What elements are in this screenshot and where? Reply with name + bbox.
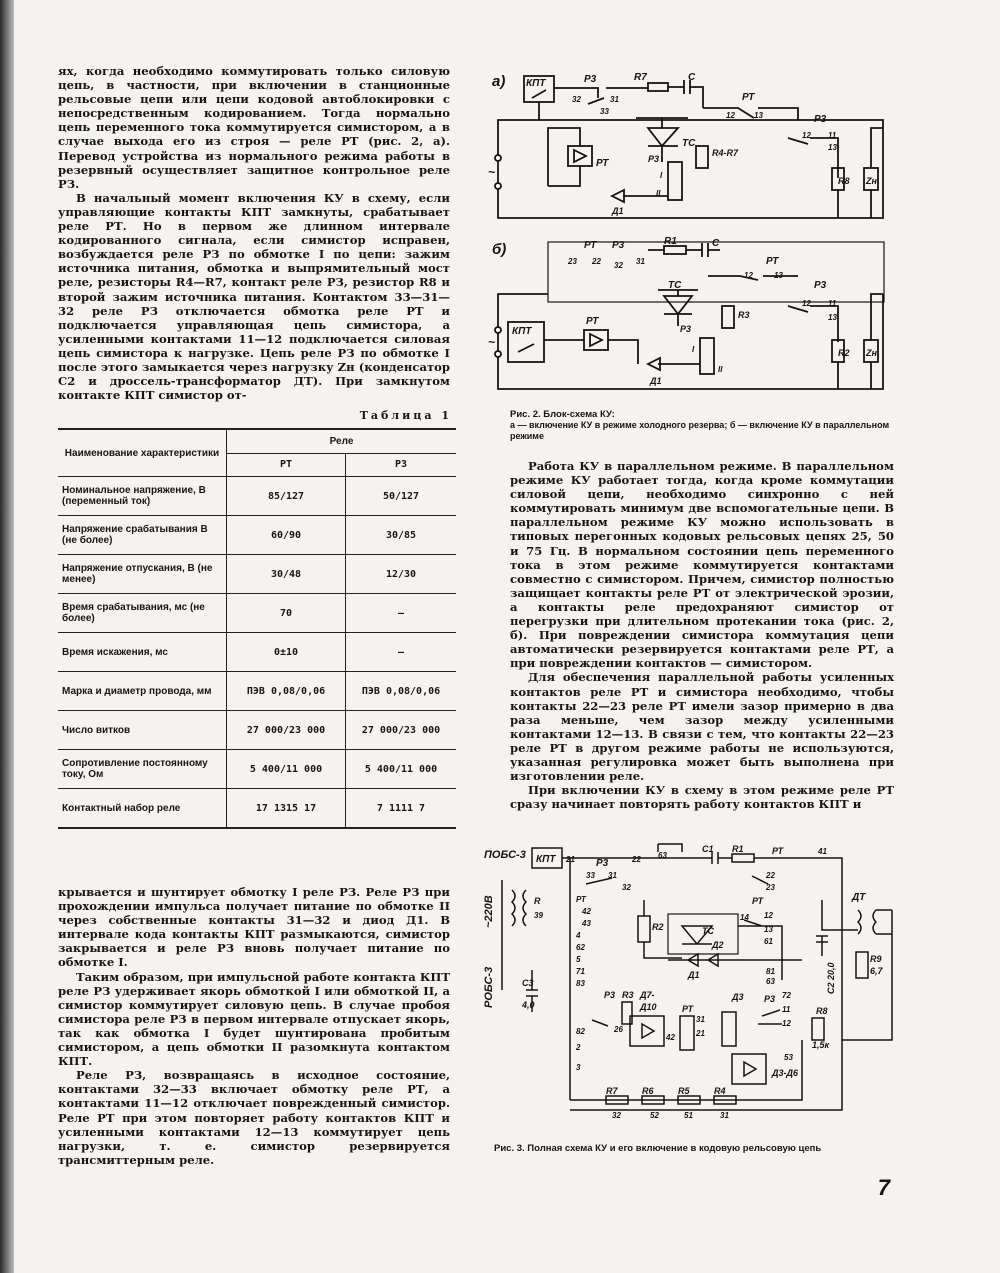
label: 63 xyxy=(766,977,775,986)
label: 2 xyxy=(576,1043,581,1052)
table-header-rt: РТ xyxy=(227,453,346,476)
row-rz: 5 400/11 000 xyxy=(346,750,457,789)
label: 81 xyxy=(766,967,775,976)
label: С2 20,0 xyxy=(826,962,836,994)
label: РТ xyxy=(752,896,764,906)
label: R9 xyxy=(870,954,882,964)
label: R4-R7 xyxy=(712,148,739,158)
figure-2-caption-text: а — включение КУ в режиме холодного резерва; б — включение КУ в параллельном режиме xyxy=(510,420,890,441)
label: 11 xyxy=(828,131,837,140)
table-row xyxy=(58,711,456,750)
transformer-dt-icon xyxy=(858,910,892,934)
label: R5 xyxy=(678,1086,690,1096)
label: 22 xyxy=(592,257,601,266)
label: 11 xyxy=(828,299,837,308)
row-rt: 27 000/23 000 xyxy=(227,711,346,750)
rectifier-bridge-icon xyxy=(732,1054,766,1084)
capacitor-icon xyxy=(668,80,703,108)
label: ~220В xyxy=(483,895,495,928)
label: С xyxy=(688,72,696,83)
label: II xyxy=(718,365,723,374)
resistor-r8 xyxy=(812,1018,824,1040)
label: Р3 xyxy=(814,114,827,125)
label: 13 xyxy=(774,271,783,280)
label: R2 xyxy=(838,348,850,358)
label: 43 xyxy=(582,919,591,928)
label: 52 xyxy=(650,1111,659,1120)
label: С xyxy=(712,238,720,249)
label: Р3 xyxy=(612,240,625,251)
label: 31 xyxy=(696,1015,705,1024)
label: R3 xyxy=(738,310,750,320)
paragraph: В начальный момент включения КУ в схему, если управляющие контакты КПТ замкнуты, срабатывает реле РТ. Но в первом же длинном интервале кодированного сигнала, если симистор исправен, возбуждается реле РЗ по обмотке I по цепи: зажим источника питания, обмотка и выпрямительный мост реле, резисторы R4—R7, контакт реле РЗ, резистор R8 и второй зажим источника питания. Контактом 33—31—32 реле РЗ отключается обмотка реле РТ и подключается управляющая цепь симистора, а усиленными контактами 11—12 подключается силовая цепь симистора к нагрузке. Цепь реле РЗ по обмотке I после этого замыкается через нагрузку Zн (конденсатор С2 и дроссель-трансформатор ДТ). При замкнутом контакте КПТ симистор от- xyxy=(58,190,450,403)
table-header-rz: РЗ xyxy=(346,453,457,476)
row-rz: 7 1111 7 xyxy=(346,789,457,829)
row-rz: 12/30 xyxy=(346,555,457,594)
switch-icon xyxy=(758,1010,782,1024)
relay-p3-coil xyxy=(668,162,682,200)
label: С1 xyxy=(702,844,714,854)
row-name: Напряжение срабатывания В (не более) xyxy=(58,516,227,555)
row-rz: — xyxy=(346,633,457,672)
table-row xyxy=(58,594,456,633)
resistor-r1 xyxy=(664,246,686,254)
label: 41 xyxy=(818,847,827,856)
label: R1 xyxy=(664,236,677,247)
label: Р3 xyxy=(596,858,609,869)
label: 33 xyxy=(600,107,609,116)
label: 32 xyxy=(614,261,623,270)
label: 33 xyxy=(586,871,595,880)
paragraph xyxy=(510,459,894,670)
row-name: Время срабатывания, мс (не более) xyxy=(58,594,227,633)
label: РТ xyxy=(772,846,784,856)
paragraph: Реле РЗ, возвращаясь в исходное состояние, контактами 32—33 включает обмотку реле РТ, а контактами 11—12 отключает поврежденный симистор. Реле РТ при этом повторяет работу контактов КПТ и усиленными контактами 12—13 коммутирует цепь нагрузки, т. е. симистор резервируется трансмиттерным реле. xyxy=(58,1068,450,1167)
label: 13 xyxy=(828,143,837,152)
label: 13 xyxy=(828,313,837,322)
switch-icon xyxy=(518,344,534,352)
label: ТС xyxy=(668,280,682,291)
rectifier-bridge-icon xyxy=(568,146,592,166)
label: Р3 xyxy=(604,990,616,1000)
capacitor-c2-icon xyxy=(816,900,858,956)
label: 53 xyxy=(784,1053,793,1062)
row-rt: ПЭВ 0,08/0,06 xyxy=(227,672,346,711)
label: 21 xyxy=(566,855,575,864)
label: Д10 xyxy=(640,1002,657,1012)
label: 6,7 xyxy=(870,966,883,976)
triac-icon xyxy=(636,118,688,162)
label: РТ xyxy=(576,895,586,904)
terminal-icon xyxy=(495,183,501,189)
fig2a-p3: Р3 xyxy=(584,74,597,85)
svg-text:~: ~ xyxy=(488,165,496,179)
label: 13 xyxy=(754,111,763,120)
table-row xyxy=(58,672,456,711)
paragraph: ях, когда необходимо коммутировать только силовую цепь, в частности, при включении в станционные рельсовые цепи или цепи кодовой автоблокировки с непосредственным кодированием. Тогда нормально цепь переменного тока коммутируется симистором, а в случае выхода его из строя — реле РТ (рис. 2, а). Перевод устройства из нормального режима работы в резервный осуществляет защитное контрольное реле РЗ. xyxy=(58,64,450,191)
row-name: Сопротивление постоянному току, Ом xyxy=(58,750,227,789)
row-rt: 85/127 xyxy=(227,477,346,516)
label: 13 xyxy=(764,925,773,934)
label: 23 xyxy=(568,257,577,266)
row-rt: 60/90 xyxy=(227,516,346,555)
left-column-text-top xyxy=(58,64,450,402)
label: ПОБС-3 xyxy=(484,849,526,861)
row-rz: ПЭВ 0,08/0,06 xyxy=(346,672,457,711)
label: РОБС-3 xyxy=(483,966,495,1008)
label: 31 xyxy=(720,1111,729,1120)
fig2b-label: б) xyxy=(492,241,507,258)
label: 62 xyxy=(576,943,585,952)
row-rt: 70 xyxy=(227,594,346,633)
figure-3-full-schematic xyxy=(482,840,900,1140)
label: 4,0 xyxy=(522,1000,535,1010)
label: РТ xyxy=(584,240,597,251)
label: КПТ xyxy=(536,854,556,865)
row-name: Напряжение отпускания, В (не менее) xyxy=(58,555,227,594)
label: 23 xyxy=(766,883,775,892)
page-binding-shadow xyxy=(0,0,14,1273)
terminal-icon xyxy=(495,155,501,161)
figure-2b-block-diagram xyxy=(488,234,896,399)
left-column-text-bottom xyxy=(58,885,450,1167)
relay-p3-coil xyxy=(722,1012,736,1046)
fig2a-frame xyxy=(498,120,883,218)
terminal-icon xyxy=(495,351,501,357)
transformer-icon xyxy=(502,880,526,990)
label: 31 xyxy=(610,95,619,104)
label: R8 xyxy=(816,1006,828,1016)
table-caption: Таблица 1 xyxy=(359,409,452,422)
row-name: Марка и диаметр провода, мм xyxy=(58,672,227,711)
figure-2-caption xyxy=(510,409,898,442)
label: 71 xyxy=(576,967,585,976)
row-rz: 30/85 xyxy=(346,516,457,555)
page-number: 7 xyxy=(877,1175,890,1200)
label: 22 xyxy=(766,871,775,880)
row-name: Время искажения, мс xyxy=(58,633,227,672)
label: 72 xyxy=(782,991,791,1000)
label: РТ xyxy=(766,256,779,267)
row-rt: 0±10 xyxy=(227,633,346,672)
label: 5 xyxy=(576,955,581,964)
figure-2a-block-diagram xyxy=(488,68,896,230)
paragraph: При включении КУ в схему в этом режиме реле РТ сразу начинает повторять работу контактов КПТ и xyxy=(510,783,894,812)
label: 3 xyxy=(576,1063,581,1072)
rectifier-bridge-icon xyxy=(584,330,608,350)
table-row xyxy=(58,750,456,789)
label: РТ xyxy=(586,316,599,327)
resistor-r2 xyxy=(638,916,650,942)
label: 14 xyxy=(740,913,749,922)
resistor-r1 xyxy=(732,854,754,862)
label: 31 xyxy=(608,871,617,880)
label: Д7- xyxy=(640,990,655,1000)
label: R2 xyxy=(652,922,664,932)
label: Zн xyxy=(866,348,877,358)
label: 32 xyxy=(572,95,581,104)
terminal-icon xyxy=(495,327,501,333)
table-header-name: Наименование характеристики xyxy=(58,429,227,477)
label: R1 xyxy=(732,844,744,854)
paragraph-body: В параллельном режиме КУ работает тогда, когда кроме коммутации силовой цепи, необходимо синхронно с ней коммутировать минимум две вспомогательные цепи. В параллельном режиме КУ можно использовать в типовых перегонных кодовых рельсовых цепях 25, 50 и 75 Гц. В нормальном состоянии цепь переменного тока в этом режиме коммутируется контактами совместно с симистором. Причем, симистор полностью защищает контакты реле РТ от электрической эрозии, а контакты реле предохраняют симистор от перегрузки при длительном протекании тока (рис. 2, б). При повреждении симистора коммутация цепи автоматически резервируется контактами реле РТ, а при повреждении контактов — симистором. xyxy=(510,459,894,671)
label: R3 xyxy=(622,990,634,1000)
label: Д1 xyxy=(612,206,624,216)
resistor-r3 xyxy=(722,306,734,328)
table-row xyxy=(58,477,456,516)
label: 42 xyxy=(582,907,591,916)
figure-3-caption: Рис. 3. Полная схема КУ и его включение в кодовую рельсовую цепь xyxy=(494,1143,822,1154)
triac-icon xyxy=(658,290,698,326)
label: 51 xyxy=(684,1111,693,1120)
table-row xyxy=(58,789,456,829)
label: КПТ xyxy=(512,326,532,337)
label: 12 xyxy=(726,111,735,120)
svg-text:~: ~ xyxy=(488,335,496,349)
label: РТ xyxy=(682,1004,694,1014)
label: R8 xyxy=(838,176,850,186)
label: R7 xyxy=(634,72,647,83)
label: 32 xyxy=(612,1111,621,1120)
label: R7 xyxy=(606,1086,618,1096)
label: Д3-Д6 xyxy=(772,1068,799,1078)
switch-icon xyxy=(592,1020,608,1026)
label: R4 xyxy=(714,1086,726,1096)
label: С3 xyxy=(522,978,534,988)
relay-characteristics-table xyxy=(58,428,456,829)
label: Д3 xyxy=(732,992,744,1002)
label: 83 xyxy=(576,979,585,988)
label: ТС xyxy=(702,926,714,936)
fig2a-label: а) xyxy=(492,73,506,90)
label: 21 xyxy=(696,1029,705,1038)
table-row xyxy=(58,555,456,594)
resistor-r9 xyxy=(856,952,868,978)
label: 61 xyxy=(764,937,773,946)
label: 4 xyxy=(576,931,581,940)
label: Zн xyxy=(866,176,877,186)
relay-p3-coil xyxy=(700,338,714,374)
label: 32 xyxy=(622,883,631,892)
label: 82 xyxy=(576,1027,585,1036)
label: Р3 xyxy=(764,994,776,1004)
row-rt: 30/48 xyxy=(227,555,346,594)
label: Д1 xyxy=(650,376,662,386)
paragraph: Таким образом, при импульсной работе контакта КПТ реле РЗ удерживает якорь обмоткой I или обмоткой II, а симистор коммутирует силовую цепь. В случае пробоя симистора реле РЗ в первом интервале отпускает якорь, так как обмотка I будет шунтирована пробитым симистором, а цепь обмотки II разомкнута контактом КПТ. xyxy=(58,969,450,1069)
table-header-relay: Реле xyxy=(227,429,457,453)
right-column-text xyxy=(510,459,894,811)
rectifier-bridge-icon xyxy=(630,1016,664,1046)
diode-d1-icon xyxy=(648,358,700,370)
label: II xyxy=(656,189,661,198)
label: I xyxy=(692,345,695,354)
label: 1,5к xyxy=(812,1040,830,1050)
row-rz: 50/127 xyxy=(346,477,457,516)
row-name: Контактный набор реле xyxy=(58,789,227,829)
row-rt: 17 1315 17 xyxy=(227,789,346,829)
label: Р3 xyxy=(814,280,827,291)
label: РТ xyxy=(596,158,609,169)
fig2a-kpt: КПТ xyxy=(526,78,546,89)
label: 12 xyxy=(764,911,773,920)
label: Р3 xyxy=(648,154,660,164)
label: 12 xyxy=(802,299,811,308)
paragraph: крывается и шунтирует обмотку I реле РЗ. Реле РЗ при прохождении импульса получает питание по обмотке II через собственные контакты 31—32 и диод Д1. В интервале кода контакты КПТ размыкаются, симистор закрывается и реле РЗ вновь получает питание по обмотке I. xyxy=(58,885,450,970)
label: 39 xyxy=(534,911,543,920)
label: Р3 xyxy=(680,324,692,334)
section-heading: Работа КУ в параллельном режиме. xyxy=(528,459,777,473)
label: Д1 xyxy=(688,970,700,980)
label: Д2 xyxy=(712,940,724,950)
row-rz: 27 000/23 000 xyxy=(346,711,457,750)
label: 42 xyxy=(666,1033,675,1042)
label: 63 xyxy=(658,851,667,860)
row-rt: 5 400/11 000 xyxy=(227,750,346,789)
table-row xyxy=(58,516,456,555)
label: 22 xyxy=(632,855,641,864)
label: R xyxy=(534,896,541,906)
resistor-r4-r7 xyxy=(696,146,708,168)
paragraph: Для обеспечения параллельной работы усиленных контактов реле РТ и симистора необходимо, чтобы контакты 22—23 реле РТ имели зазор примерно в два раза меньше, чем зазор между усиленными контактами 12—13. В связи с тем, что контакты 22—23 реле РТ в другом режиме работы не используются, указанная регулировка может быть выполнена при изготовлении реле. xyxy=(510,670,894,784)
resistor-r7 xyxy=(648,83,668,91)
figure-2-caption-title: Рис. 2. Блок-схема КУ: xyxy=(510,409,615,420)
table-row xyxy=(58,633,456,672)
row-name: Номинальное напряжение, В (переменный ток) xyxy=(58,477,227,516)
label: 31 xyxy=(636,257,645,266)
label: 12 xyxy=(744,271,753,280)
label: I xyxy=(660,171,663,180)
switch-icon xyxy=(532,90,546,98)
label: 12 xyxy=(802,131,811,140)
label: 26 xyxy=(614,1025,623,1034)
label: R6 xyxy=(642,1086,654,1096)
row-name: Число витков xyxy=(58,711,227,750)
relay-pt-coil xyxy=(680,1016,694,1050)
label: 12 xyxy=(782,1019,791,1028)
label: ТС xyxy=(682,138,696,149)
label: ДТ xyxy=(852,892,866,903)
row-rz: — xyxy=(346,594,457,633)
label: 11 xyxy=(782,1005,791,1014)
label: РТ xyxy=(742,92,755,103)
